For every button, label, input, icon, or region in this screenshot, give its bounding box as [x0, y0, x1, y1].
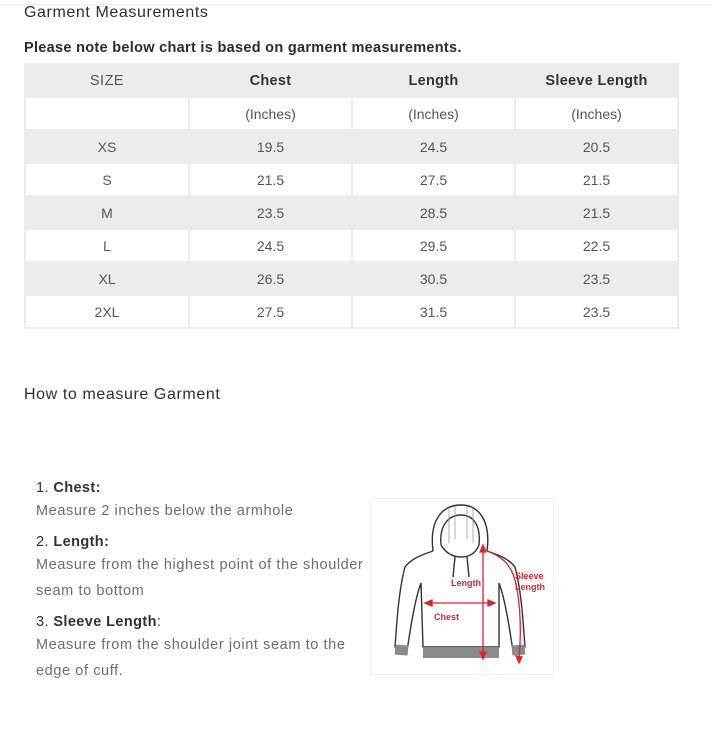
length-cell: 31.5 [352, 295, 515, 328]
sleeve-label-line2: Length [515, 582, 545, 592]
length-cell: 27.5 [352, 163, 515, 196]
units-cell [25, 97, 189, 130]
chest-cell: 23.5 [189, 196, 352, 229]
hoodie-illustration [370, 498, 554, 675]
step-number: 3. [36, 614, 49, 630]
step-sleeve-length [36, 612, 366, 684]
units-cell: (Inches) [515, 97, 678, 130]
table-header-row [25, 64, 678, 97]
sleeve-cell: 23.5 [515, 295, 678, 328]
chest-cell: 27.5 [189, 295, 352, 328]
step-label: Sleeve Length [53, 614, 157, 630]
sleeve-label-line1: Sleeve [515, 571, 544, 581]
header-size: SIZE [25, 64, 189, 97]
chest-cell: 24.5 [189, 229, 352, 262]
table-row [25, 229, 678, 262]
chest-cell: 21.5 [189, 163, 352, 196]
size-cell: M [25, 196, 189, 229]
step-chest [36, 478, 366, 524]
units-row [25, 97, 678, 130]
step-number: 2. [36, 534, 49, 550]
table-row [25, 295, 678, 328]
chest-cell: 26.5 [189, 262, 352, 295]
header-length: Length [352, 64, 515, 97]
size-cell: 2XL [25, 295, 189, 328]
measure-steps [36, 478, 366, 692]
table-row [25, 163, 678, 196]
step-number: 1. [36, 480, 49, 496]
header-sleeve-length: Sleeve Length [515, 64, 678, 97]
step-label: Length [53, 534, 105, 550]
step-label-suffix: : [156, 614, 162, 630]
length-cell: 28.5 [352, 196, 515, 229]
size-cell: XL [25, 262, 189, 295]
how-to-measure-title: How to measure Garment [24, 386, 221, 403]
length-label: Length [451, 578, 481, 588]
page-title: Garment Measurements [24, 4, 209, 21]
sleeve-cell: 21.5 [515, 163, 678, 196]
step-text: Measure from the highest point of the shoulder seam to bottom [36, 557, 364, 599]
table-row [25, 196, 678, 229]
step-length [36, 532, 366, 604]
size-cell: S [25, 163, 189, 196]
size-cell: XS [25, 130, 189, 163]
chest-cell: 19.5 [189, 130, 352, 163]
units-cell: (Inches) [352, 97, 515, 130]
length-cell: 29.5 [352, 229, 515, 262]
chart-note: Please note below chart is based on garment measurements. [24, 40, 462, 56]
sleeve-cell: 23.5 [515, 262, 678, 295]
step-label-suffix: : [95, 480, 101, 496]
chest-label: Chest [434, 612, 460, 622]
sleeve-cell: 21.5 [515, 196, 678, 229]
sleeve-cell: 22.5 [515, 229, 678, 262]
length-cell: 30.5 [352, 262, 515, 295]
sleeve-cell: 20.5 [515, 130, 678, 163]
hoodie-icon [371, 499, 553, 674]
size-cell: L [25, 229, 189, 262]
step-text: Measure from the shoulder joint seam to the edge of cuff. [36, 637, 346, 679]
step-text: Measure 2 inches below the armhole [36, 503, 294, 519]
units-cell: (Inches) [189, 97, 352, 130]
step-label: Chest [53, 480, 96, 496]
header-chest: Chest [189, 64, 352, 97]
table-row [25, 262, 678, 295]
size-chart-table [24, 63, 679, 329]
step-label-suffix: : [104, 534, 110, 550]
length-cell: 24.5 [352, 130, 515, 163]
table-row [25, 130, 678, 163]
